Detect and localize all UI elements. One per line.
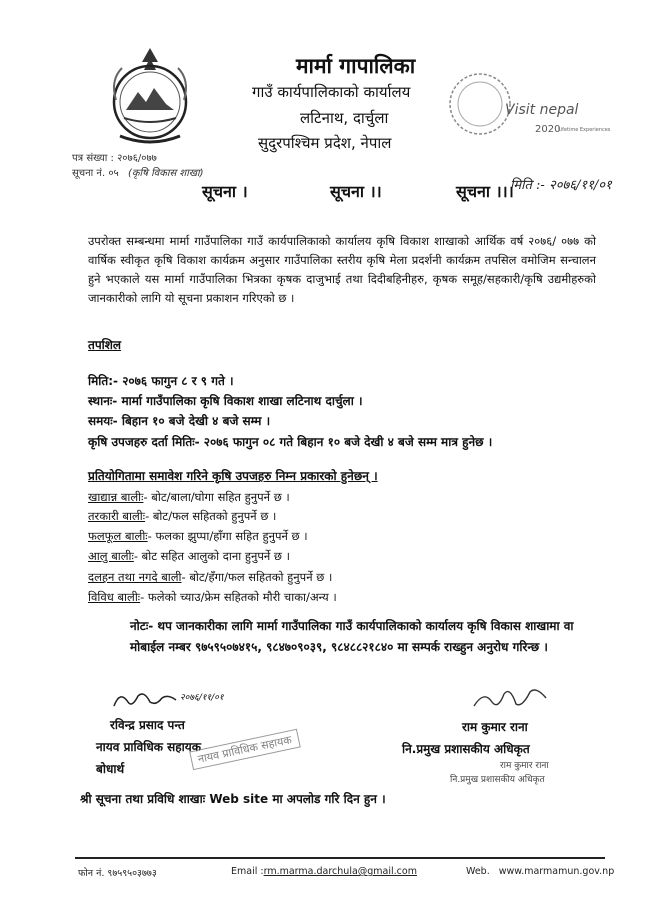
detail-date: मिति:- २०७६ फागुन ८ र ९ गते । [88, 374, 234, 388]
detail-registration: कृषि उपजहरु दर्ता मितिः- २०७६ फागुन ०८ गते बिहान १० बजे देखी ४ बजे सम्म मात्र हुनेछ । [88, 435, 493, 449]
crop-name: विविध बालीः [88, 590, 141, 604]
office-province: सुदुरपश्चिम प्रदेश, नेपाल [258, 134, 392, 152]
footer-web-label: Web. [466, 866, 490, 877]
notice-number [72, 165, 204, 179]
crop-name: आलु बालीः [88, 549, 134, 563]
body-paragraph: उपरोक्त सम्बन्धमा मार्मा गाउँपालिका गाउँ कार्यपालिकाको कार्यालय कृषि विकाश शाखाको आर्थिक वर्ष २०७६/ ०७७ को वार्षिक स्वीकृत कृषि विकाश कार्यक्रम अनुसार गाउँपालिका स्तरीय कृषि मेला प्रदर्शनी कार्यक्रम तपसिल वमोजिम सन्चालन हुने भएकाले यस मार्मा गाउँपालिका भित्रका कृषक दाजुभाई तथा दिदीबहिनीहरु, कृषक समूह/सहकारी/कृषि उद्यमीहरुको जानकारीको लागि यो सूचना प्रकाशन गरिएको छ । [88, 234, 596, 305]
crop-desc: - फलका झुप्पा/हाँगा सहित हुनुपर्ने छ । [147, 529, 308, 543]
details-label: तपशिल [88, 338, 122, 352]
letter-number: पत्र संख्या : २०७६/०७७ [72, 153, 157, 164]
handwritten-date: मिति :- २०७६/११/०१ [510, 178, 612, 193]
left-signatory-name: रविन्द्र प्रसाद पन्त [110, 718, 185, 732]
right-signature-icon [470, 684, 550, 712]
crop-item [88, 509, 276, 524]
government-emblem-icon [100, 40, 200, 150]
left-signatory-title: नायव प्राविधिक सहायक [96, 740, 201, 754]
footer-email-link[interactable]: rm.marma.darchula@gmail.com [263, 866, 417, 877]
right-stamp-name: राम कुमार राना [500, 761, 549, 771]
left-signature-icon [110, 688, 180, 712]
crop-item [88, 529, 308, 544]
footer-email [231, 866, 417, 877]
crop-desc: - बोट सहित आलुको दाना हुनुपर्ने छ । [133, 549, 290, 563]
contact-note: नोटः- थप जानकारीका लागि मार्मा गाउँपालिका गाउँ कार्यपालिकाको कार्यालय कृषि विकास शाखामा वा मोबाईल नम्बर ९७५९५०७४१५, ९८४७०९०३९, ९८४८८२१८४० मा सम्पर्क राख्हुन अनुरोध गरिन्छ । [130, 619, 574, 654]
notice-heading-3: सूचना ।।। [456, 182, 514, 201]
criteria-heading: प्रतियोगितामा समावेश गरिने कृषि उपजहरु निम्न प्रकारको हुनेछन् । [88, 469, 378, 483]
detail-time: समयः- बिहान १० बजे देखी ४ बजे सम्म । [88, 414, 271, 428]
left-signature-date: २०७६/११/०१ [180, 693, 224, 703]
notice-heading-2: सूचना ।। [330, 182, 382, 201]
visit-nepal-year: 2020 [535, 124, 561, 135]
left-signatory-stamp: नायव प्राविधिक सहायक [189, 729, 300, 770]
footer-web-link[interactable]: www.marmamun.gov.np [498, 866, 615, 877]
right-stamp-title: नि.प्रमुख प्रशासकीय अधिकृत [450, 775, 545, 785]
bodhartha-line: श्री सूचना तथा प्रविधि शाखाः Web site मा अपलोड गरि दिन हुन । [80, 792, 386, 806]
office-location: लटिनाथ, दार्चुला [300, 109, 389, 127]
crop-item [88, 570, 332, 585]
crop-desc: - बोट/हँगा/फल सहितको हुनुपर्ने छ । [181, 570, 333, 584]
notice-number-text: सूचना नं. ०५ [72, 168, 119, 179]
office-title: मार्मा गापालिका [296, 54, 416, 78]
crop-item [88, 549, 290, 564]
crop-desc: - फलेको च्याउ/फ्रेम सहितको मौरी चाका/अन्य । [140, 590, 337, 604]
crop-name: दलहन तथा नगदे बाली [88, 570, 182, 584]
crop-desc: - बोट/फल सहितको हुनुपर्ने छ । [145, 509, 277, 523]
crop-name: फलफूल बालीः [88, 529, 148, 543]
footer-phone: फोन नं. ९७५९५०३७७३ [78, 868, 157, 879]
crop-desc: - बोट/बाला/घोगा सहित हुनुपर्ने छ । [143, 490, 290, 504]
right-signatory-name: राम कुमार राना [462, 720, 528, 734]
right-signatory-title: नि.प्रमुख प्रशासकीय अधिकृत [402, 742, 530, 756]
crop-item [88, 590, 337, 605]
footer-divider [75, 857, 605, 859]
visit-nepal-text: Visit nepal [505, 102, 579, 118]
crop-name: खाद्यान्न बालीः [88, 490, 144, 504]
detail-place: स्थानः- मार्मा गाउँपालिका कृषि विकाश शाखा लटिनाथ दार्चुला । [88, 394, 363, 408]
bodhartha-label: बोधार्थ [96, 762, 125, 776]
notice-heading-1: सूचना । [202, 182, 248, 201]
visit-nepal-tagline: Lifetime Experiences [558, 127, 611, 133]
crop-name: तरकारी बालीः [88, 509, 146, 523]
footer-web [466, 866, 614, 877]
visit-nepal-logo [445, 66, 615, 151]
office-subtitle: गाउँ कार्यपालिकाको कार्यालय [252, 83, 411, 101]
footer-email-label: Email : [231, 866, 264, 877]
notice-branch: (कृषि विकास शाखा) [127, 168, 204, 179]
crop-item [88, 490, 290, 505]
